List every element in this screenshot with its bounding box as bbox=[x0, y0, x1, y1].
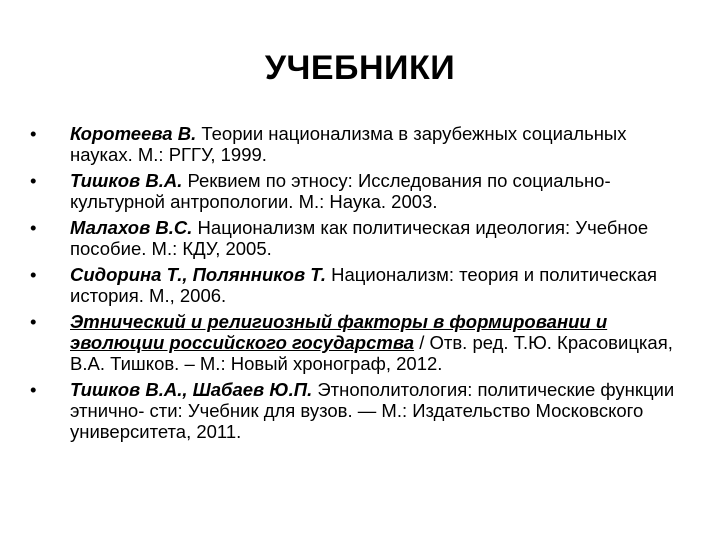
reference-text: Теории национализма в зарубежных социальных науках. М.: РГГУ, 1999. bbox=[70, 123, 627, 166]
slide-title: УЧЕБНИКИ bbox=[264, 49, 456, 87]
reference-author: Сидорина Т., Полянников Т. bbox=[70, 263, 327, 285]
reference-text: / Отв. ред. Т.Ю. Красовицкая, В.А. Тишков. – М.: Новый хронограф, 2012. bbox=[70, 331, 673, 375]
reference-text: Национализм: теория и политическая история. М., 2006. bbox=[70, 263, 658, 306]
bullet-icon: • bbox=[30, 310, 37, 332]
reference-item bbox=[30, 379, 690, 443]
bullet-icon: • bbox=[30, 216, 37, 238]
bullet-icon: • bbox=[30, 263, 37, 285]
bullet-icon: • bbox=[30, 169, 37, 191]
reference-item bbox=[30, 217, 690, 260]
reference-item bbox=[30, 123, 690, 166]
bullet-icon: • bbox=[30, 378, 37, 400]
bullet-icon: • bbox=[30, 123, 37, 144]
reference-text: Этнополитология: политические функции этнично- сти: Учебник для вузов. — М.: Издательство Московского университета, 2011. bbox=[70, 378, 675, 443]
reference-item bbox=[30, 311, 690, 375]
reference-text: Реквием по этносу: Исследования по социально-культурной антропологии. М.: Наука. 2003. bbox=[70, 169, 611, 213]
reference-item bbox=[30, 264, 690, 307]
reference-author: Малахов В.С. bbox=[70, 216, 193, 238]
reference-author: Тишков В.А., Шабаев Ю.П. bbox=[70, 378, 313, 400]
reference-text: Национализм как политическая идеология: Учебное пособие. М.: КДУ, 2005. bbox=[70, 216, 649, 260]
reference-author: Тишков В.А. bbox=[70, 169, 183, 191]
reference-list bbox=[30, 123, 690, 447]
reference-title-emphasis: Этнический и религиозный факторы в формировании и эволюции российского государства bbox=[70, 310, 608, 353]
reference-item bbox=[30, 170, 690, 213]
reference-author: Коротеева В. bbox=[70, 123, 197, 144]
